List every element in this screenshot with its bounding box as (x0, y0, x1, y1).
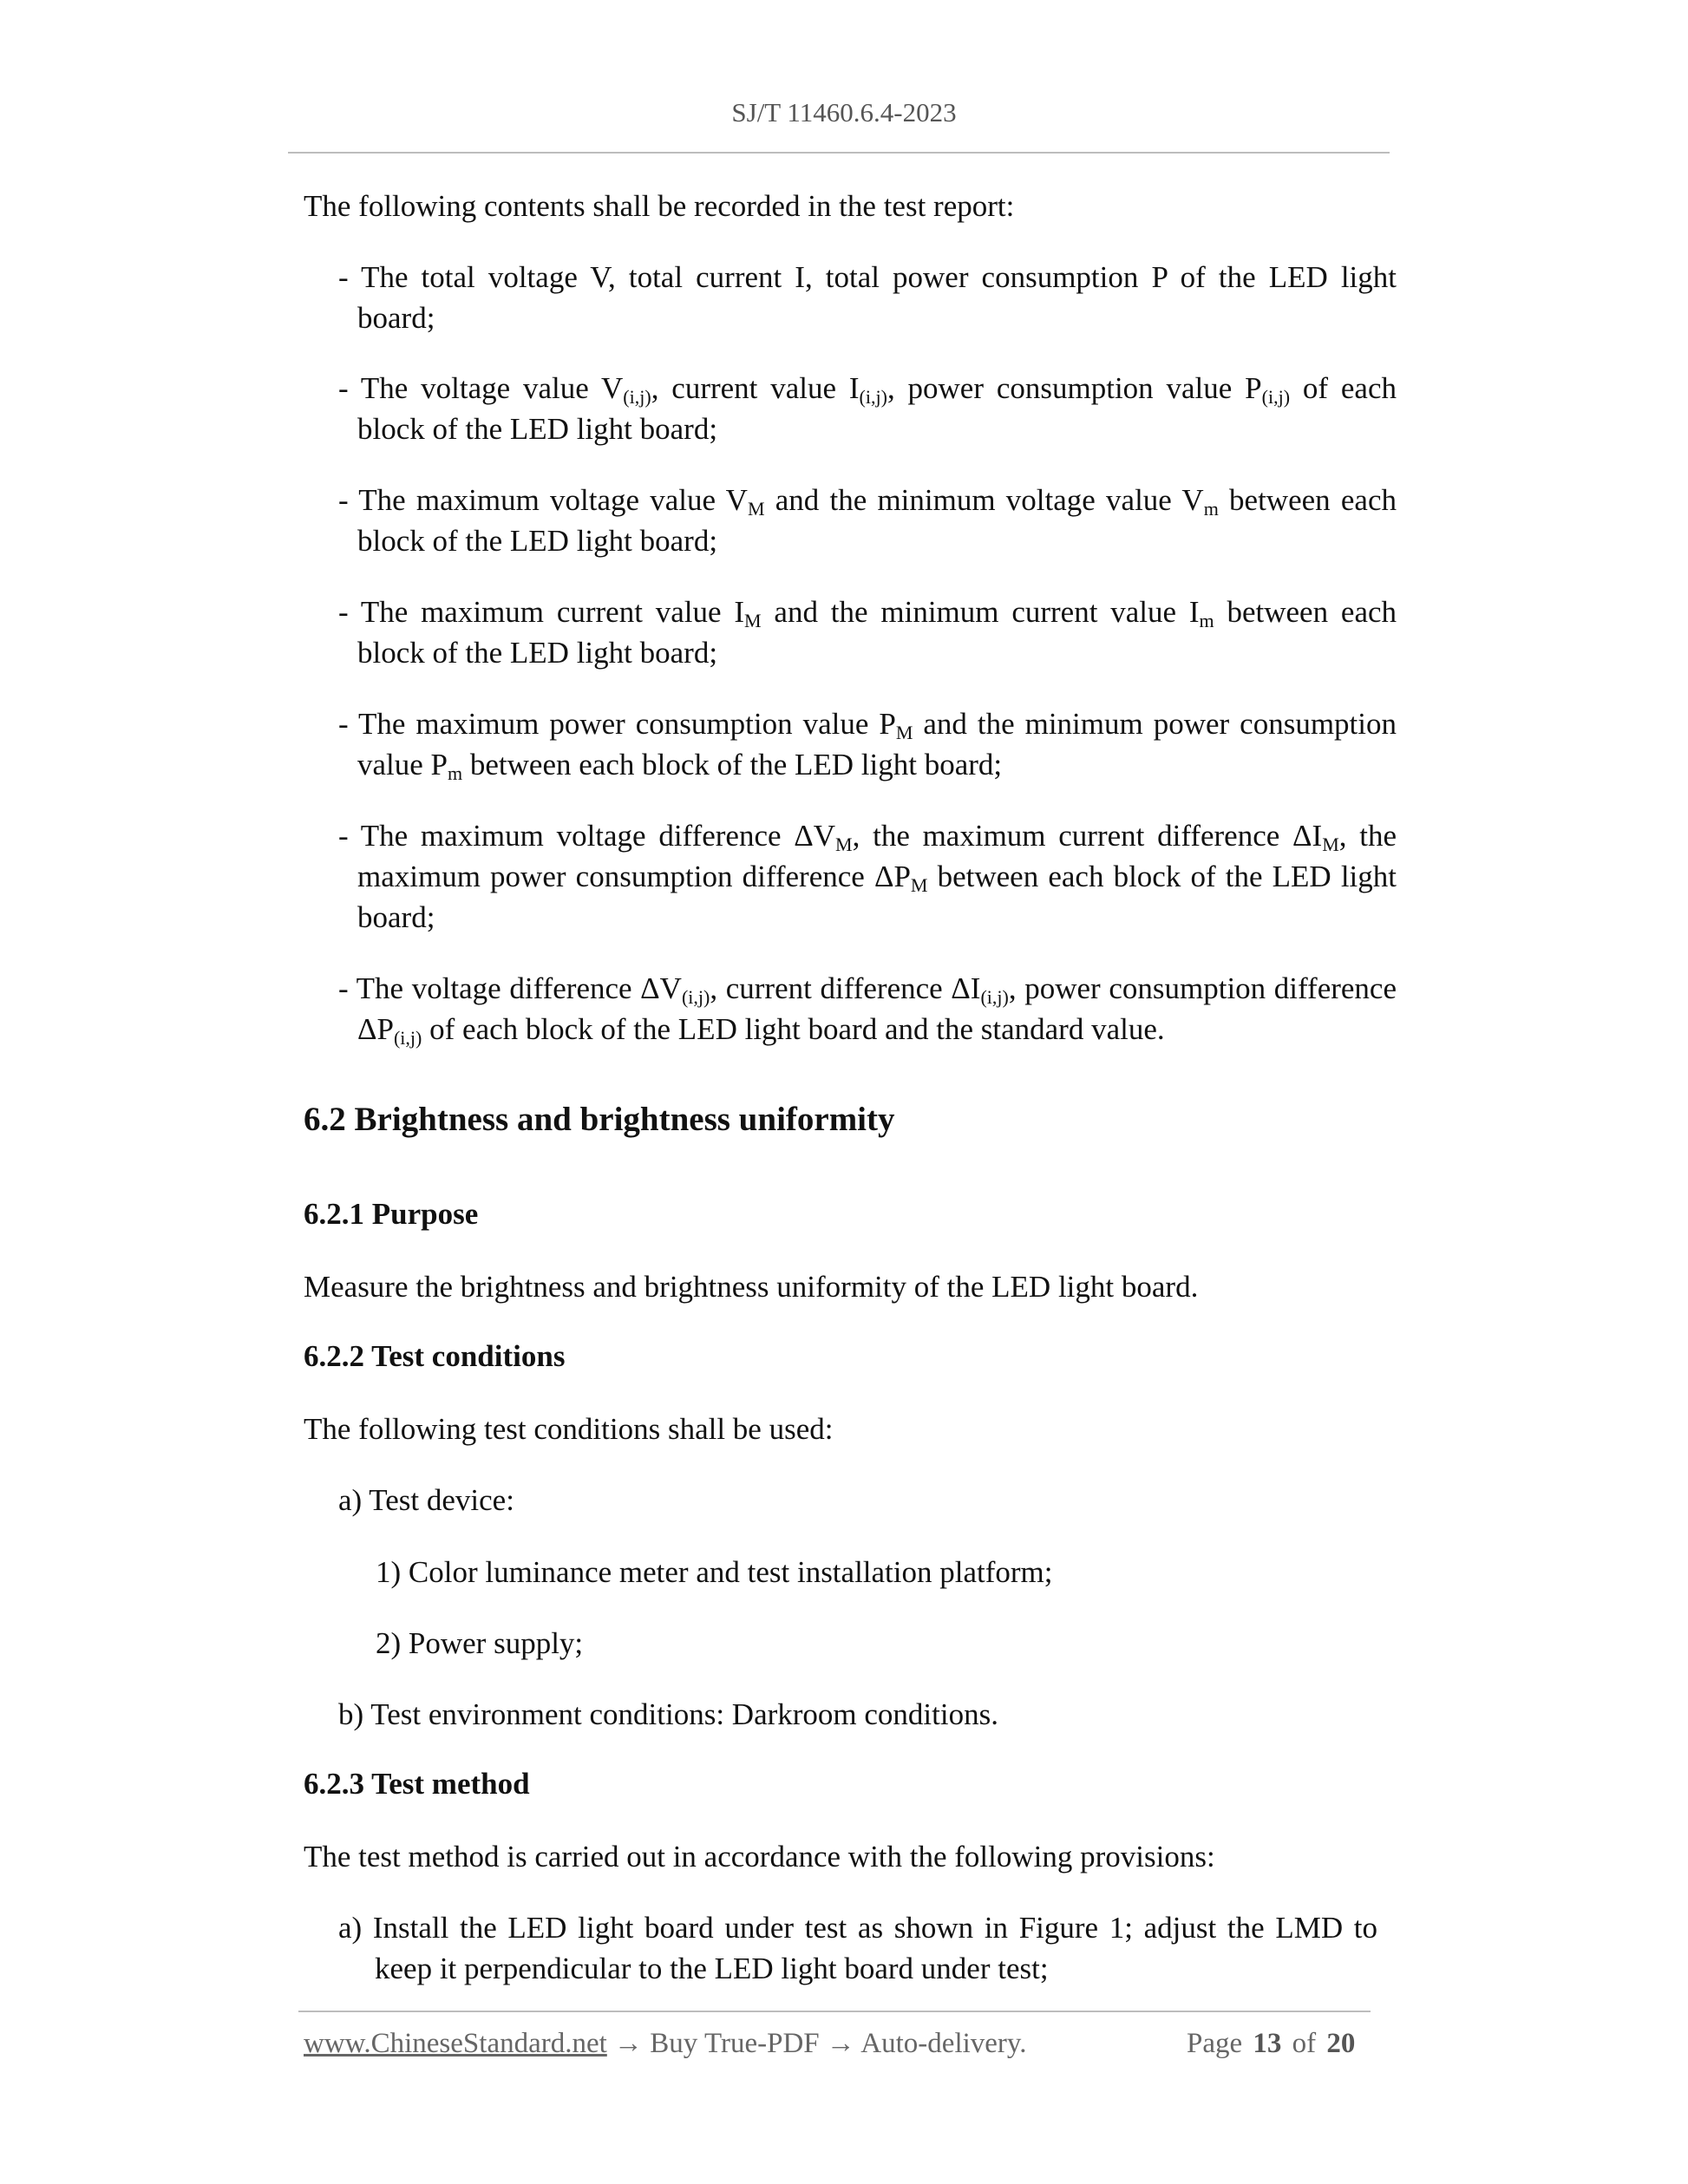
method-heading: 6.2.3 Test method (304, 1767, 530, 1801)
conditions-intro: The following test conditions shall be used: (304, 1412, 834, 1446)
method-intro: The test method is carried out in accordance with the following provisions: (304, 1840, 1215, 1873)
website-link[interactable]: www.ChineseStandard.net (304, 2028, 607, 2059)
purpose-text: Measure the brightness and brightness uniformity of the LED light board. (304, 1270, 1199, 1304)
document-code-header: SJ/T 11460.6.4-2023 (731, 97, 957, 128)
condition-item-a: a) Test device: (338, 1483, 514, 1517)
section-heading: 6.2 Brightness and brightness uniformity (304, 1101, 895, 1138)
bullet-power-max-min: - The maximum power consumption value $P_M$ and the minimum power consumption value $P_m$ between each block of the LED light board; (338, 707, 1397, 784)
bullet-current-max-min: - The maximum current value $I_M$ and the minimum current value $I_m$ between each block of the LED light board; (338, 595, 1397, 670)
bullet-max-differences: - The maximum voltage difference $\Delta V_M$, the maximum current difference $\Delta I_M$, the maximum power consumption difference $\Delta P_M$ between each block of the LED light board; (338, 819, 1397, 934)
footer-rule (298, 2011, 1371, 2012)
condition-item-a2: 2) Power supply; (376, 1626, 584, 1660)
bullet-total-values: - The total voltage V, total current I, total power consumption P of the LED light board; (338, 260, 1397, 335)
condition-item-b: b) Test environment conditions: Darkroom conditions. (338, 1697, 998, 1731)
conditions-heading: 6.2.2 Test conditions (304, 1339, 566, 1373)
footer-left (304, 2028, 1027, 2060)
purpose-heading: 6.2.1 Purpose (304, 1197, 479, 1231)
bullet-standard-differences: - The voltage difference $\Delta V_{(i,j)}$, current difference $\Delta I_{(i,j)}$, power consumption difference $\Delta P_{(i,j)}$ of each block of the LED light board and the standard value. (338, 971, 1397, 1049)
bullet-block-values: - The voltage value $V_{(i,j)}$, current value $I_{(i,j)}$, power consumption value $P_{(i,j)}$ of each block of the LED light board; (338, 371, 1397, 446)
bullet-voltage-max-min: - The maximum voltage value $V_M$ and the minimum voltage value $V_m$ between each block of the LED light board; (338, 483, 1397, 558)
footer-tagline: → Buy True-PDF → Auto-delivery. (606, 2028, 1027, 2059)
report-intro: The following contents shall be recorded in the test report: (304, 189, 1015, 223)
condition-item-a1: 1) Color luminance meter and test installation platform; (376, 1555, 1053, 1589)
page-number: Page 13 of 20 (1187, 2028, 1356, 2059)
method-item-a: a) Install the LED light board under test as shown in Figure 1; adjust the LMD to keep it perpendicular to the LED light board under test; (338, 1911, 1377, 1985)
header-rule (288, 152, 1390, 154)
